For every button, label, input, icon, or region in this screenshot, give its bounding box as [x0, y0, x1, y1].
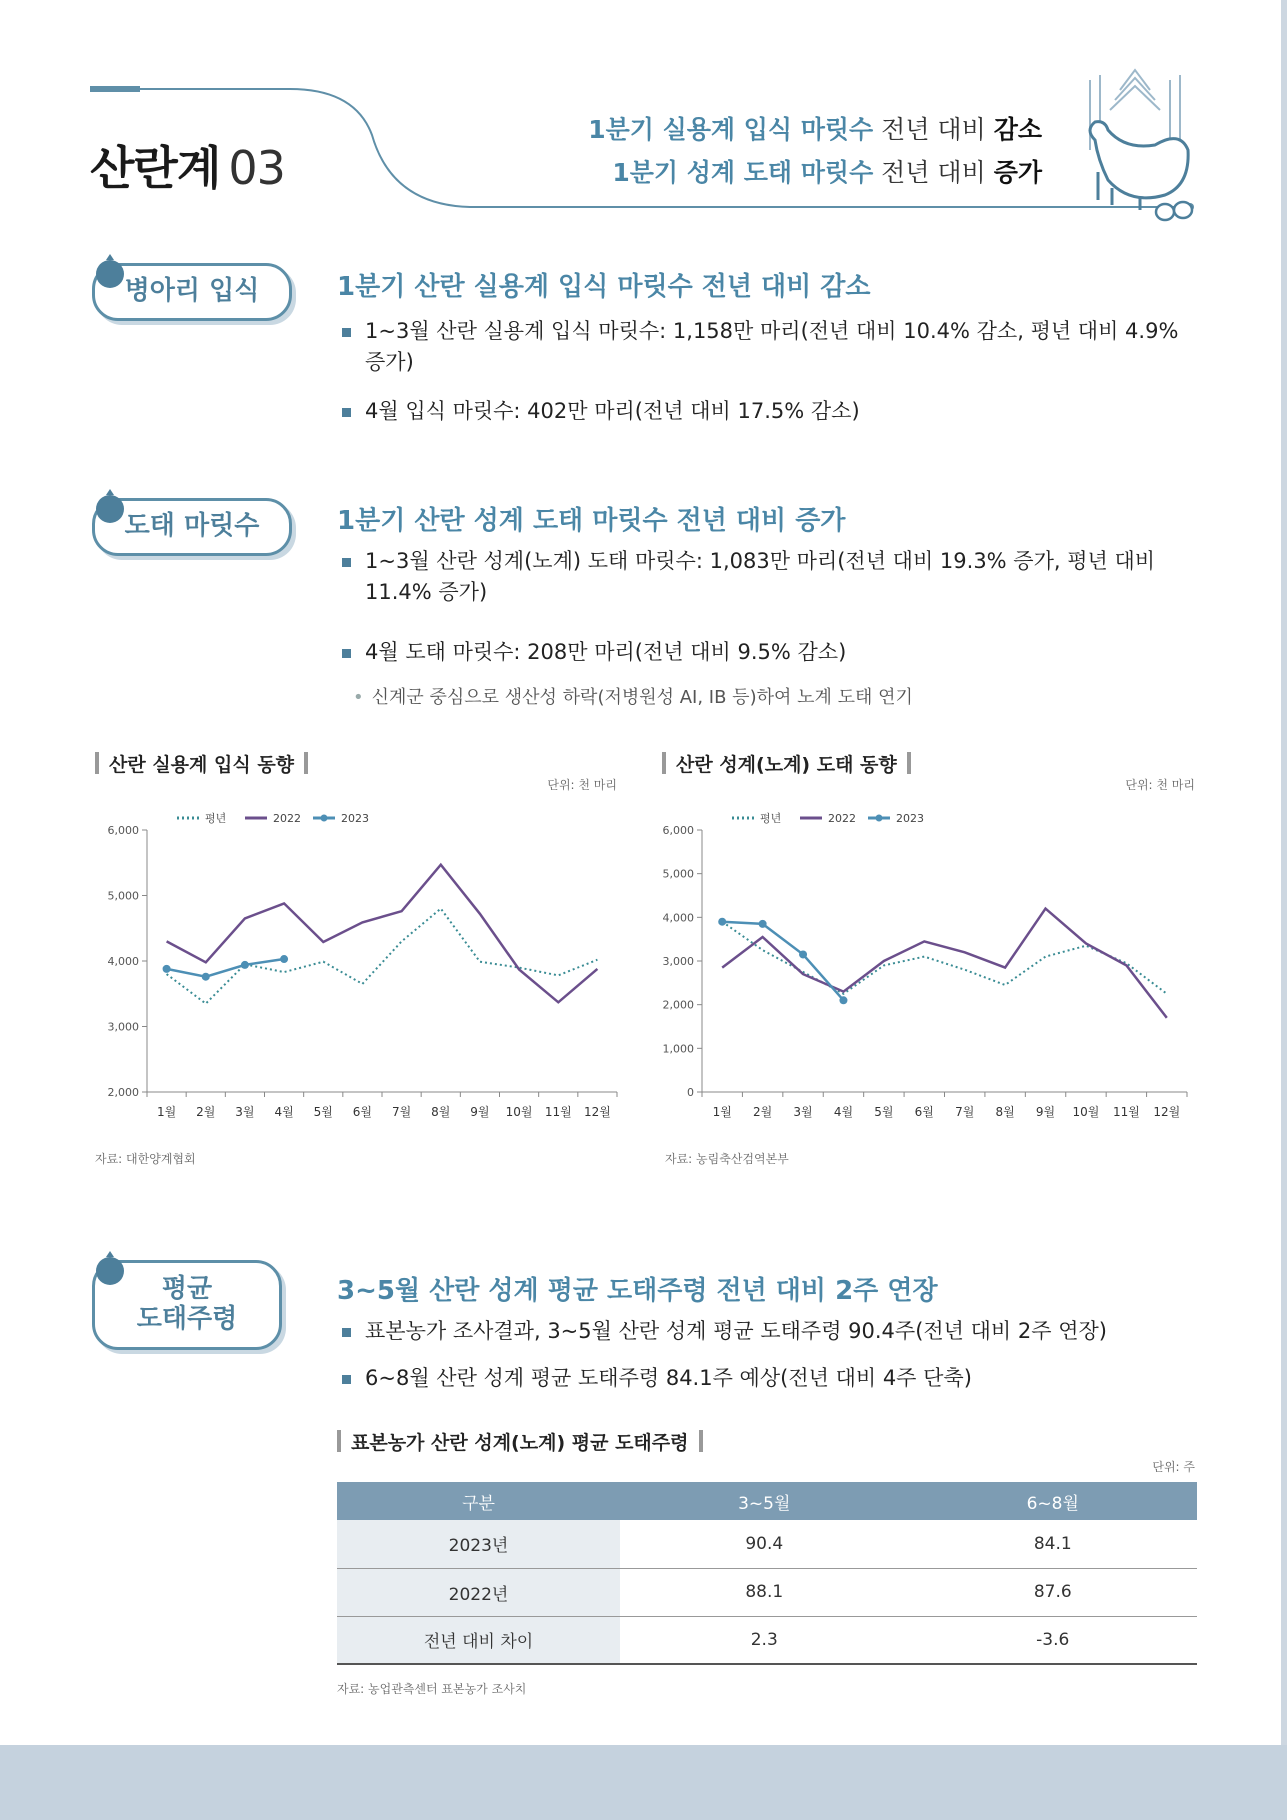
- table-cell: 90.4: [620, 1520, 909, 1568]
- page-title-text: 산란계: [90, 141, 221, 195]
- x-tick-label: 4월: [833, 1105, 854, 1119]
- y-tick-label: 0: [687, 1086, 694, 1099]
- y-tick-label: 3,000: [107, 1020, 139, 1034]
- data-point-2023: [202, 973, 210, 981]
- table-cell: -3.6: [909, 1616, 1198, 1664]
- x-tick-label: 1월: [156, 1105, 177, 1119]
- x-tick-label: 2월: [196, 1105, 216, 1119]
- series-line-평년: [167, 909, 598, 1004]
- x-tick-label: 12월: [1153, 1105, 1181, 1119]
- legend-label: 평년: [760, 812, 782, 825]
- subtitle-2-plain: 전년 대비: [881, 158, 986, 187]
- chick-head-icon: [88, 252, 138, 292]
- subtitle-1-plain: 전년 대비: [881, 115, 986, 144]
- header-subtitle-1: [588, 110, 1042, 146]
- y-tick-label: 5,000: [107, 889, 139, 903]
- x-tick-label: 7월: [391, 1105, 412, 1119]
- x-tick-label: 3월: [793, 1105, 813, 1119]
- badge-line1: 평균: [161, 1274, 213, 1305]
- x-tick-label: 9월: [470, 1105, 490, 1119]
- series-line-2022: [167, 865, 598, 1003]
- legend-label: 평년: [205, 812, 227, 825]
- section3-bullet: 6~8월 산란 성계 평균 도태주령 84.1주 예상(전년 대비 4주 단축): [345, 1363, 1205, 1394]
- section1-bullet: 1~3월 산란 실용계 입식 마릿수: 1,158만 마리(전년 대비 10.4% 감소, 평년 대비 4.9% 증가): [345, 316, 1205, 378]
- data-point-2023: [280, 955, 288, 963]
- section1-bullet: 4월 입식 마릿수: 402만 마리(전년 대비 17.5% 감소): [345, 396, 1205, 427]
- table-cell: 84.1: [909, 1520, 1198, 1568]
- table-cell: 87.6: [909, 1568, 1198, 1616]
- y-tick-label: 3,000: [662, 955, 694, 968]
- x-tick-label: 5월: [874, 1105, 894, 1119]
- table-source: 자료: 농업관측센터 표본농가 조사치: [337, 1682, 527, 1696]
- table-cell: 2023년: [337, 1520, 620, 1568]
- badge-label: 병아리 입식: [124, 276, 260, 307]
- table-header: 6~8월: [909, 1482, 1198, 1520]
- section3-title: 3~5월 산란 성계 평균 도태주령 전년 대비 2주 연장: [337, 1276, 938, 1306]
- x-tick-label: 7월: [955, 1105, 975, 1119]
- header-subtitle-2: [612, 153, 1042, 189]
- legend-label: 2023: [896, 812, 924, 825]
- table-unit: 단위: 주: [1152, 1460, 1195, 1474]
- y-tick-label: 5,000: [662, 867, 694, 881]
- chart1-source: 자료: 대한양계협회: [95, 1152, 196, 1166]
- chart1-unit: 단위: 천 마리: [547, 778, 617, 792]
- legend-label: 2022: [828, 812, 856, 825]
- y-tick-label: 6,000: [107, 824, 139, 837]
- chart2-plot: [655, 800, 1200, 1140]
- hen-illustration-icon: [1070, 60, 1200, 230]
- page-title: [90, 132, 285, 198]
- table-cell: 전년 대비 차이: [337, 1616, 620, 1664]
- chart2-unit: 단위: 천 마리: [1125, 778, 1195, 792]
- x-tick-label: 5월: [313, 1105, 333, 1119]
- table-cell: 88.1: [620, 1568, 909, 1616]
- x-tick-label: 10월: [1072, 1105, 1100, 1119]
- subtitle-1-blue: 1분기 실용계 입식 마릿수: [588, 115, 874, 144]
- subtitle-2-blue: 1분기 성계 도태 마릿수: [612, 158, 874, 187]
- x-tick-label: 3월: [235, 1105, 255, 1119]
- subtitle-1-bold: 감소: [993, 115, 1042, 144]
- section2-title: 1분기 산란 성계 도태 마릿수 전년 대비 증가: [337, 506, 846, 536]
- data-point-2023: [163, 965, 171, 973]
- y-tick-label: 4,000: [107, 955, 139, 968]
- table-title: 표본농가 산란 성계(노계) 평균 도태주령: [337, 1428, 703, 1455]
- data-point-2023: [839, 996, 847, 1004]
- y-tick-label: 6,000: [662, 824, 694, 837]
- y-tick-label: 4,000: [662, 911, 694, 925]
- x-tick-label: 6월: [352, 1105, 373, 1119]
- page-number: 03: [228, 141, 285, 195]
- x-tick-label: 12월: [583, 1105, 611, 1119]
- y-tick-label: 2,000: [662, 998, 694, 1012]
- culling-age-table: [337, 1482, 1197, 1665]
- x-tick-label: 11월: [544, 1105, 572, 1119]
- badge-label: 도태 마릿수: [124, 511, 260, 542]
- badge-line2: 도태주령: [136, 1304, 238, 1334]
- series-line-2022: [722, 909, 1167, 1018]
- x-tick-label: 10월: [505, 1105, 533, 1119]
- table-header-row: [337, 1482, 1197, 1520]
- page-footer-band: [0, 1745, 1287, 1820]
- hen-head-icon: [88, 487, 138, 527]
- section2-note: • 신계군 중심으로 생산성 하락(저병원성 AI, IB 등)하여 노계 도태 연기: [353, 683, 913, 709]
- y-tick-label: 2,000: [107, 1086, 139, 1099]
- table-row: [337, 1616, 1197, 1664]
- section2-bullet: 1~3월 산란 성계(노계) 도태 마릿수: 1,083만 마리(전년 대비 19.3% 증가, 평년 대비 11.4% 증가): [345, 546, 1205, 608]
- x-tick-label: 8월: [995, 1105, 1015, 1119]
- section3-bullet: 표본농가 조사결과, 3~5월 산란 성계 평균 도태주령 90.4주(전년 대비 2주 연장): [345, 1316, 1205, 1347]
- x-tick-label: 8월: [431, 1105, 451, 1119]
- table-header: 3~5월: [620, 1482, 909, 1520]
- y-tick-label: 1,000: [662, 1042, 694, 1056]
- table-row: [337, 1520, 1197, 1568]
- x-tick-label: 2월: [753, 1105, 773, 1119]
- hen-head-icon: [88, 1249, 138, 1289]
- chart2-title: 산란 성계(노계) 도태 동향: [662, 750, 911, 777]
- table-row: [337, 1568, 1197, 1616]
- legend-label: 2022: [273, 812, 301, 825]
- legend-marker: [321, 815, 328, 822]
- table-cell: 2022년: [337, 1568, 620, 1616]
- series-line-평년: [722, 922, 1167, 994]
- chart2-source: 자료: 농림축산검역본부: [665, 1152, 789, 1166]
- data-point-2023: [241, 961, 249, 969]
- chart1-plot: [90, 800, 630, 1140]
- x-tick-label: 4월: [274, 1105, 294, 1119]
- x-tick-label: 11월: [1112, 1105, 1140, 1119]
- table-cell: 2.3: [620, 1616, 909, 1664]
- right-edge-bar: [1281, 0, 1287, 1820]
- data-point-2023: [759, 920, 767, 928]
- table-header: 구분: [337, 1482, 620, 1520]
- chart1-title: 산란 실용계 입식 동향: [95, 750, 308, 777]
- x-tick-label: 6월: [914, 1105, 934, 1119]
- legend-label: 2023: [341, 812, 369, 825]
- legend-marker: [876, 815, 883, 822]
- data-point-2023: [799, 950, 807, 958]
- x-tick-label: 9월: [1035, 1105, 1056, 1119]
- data-point-2023: [718, 918, 726, 926]
- subtitle-2-bold: 증가: [993, 158, 1042, 187]
- x-tick-label: 1월: [712, 1105, 732, 1119]
- section1-title: 1분기 산란 실용계 입식 마릿수 전년 대비 감소: [337, 272, 871, 302]
- section2-bullet: 4월 도태 마릿수: 208만 마리(전년 대비 9.5% 감소): [345, 637, 1205, 668]
